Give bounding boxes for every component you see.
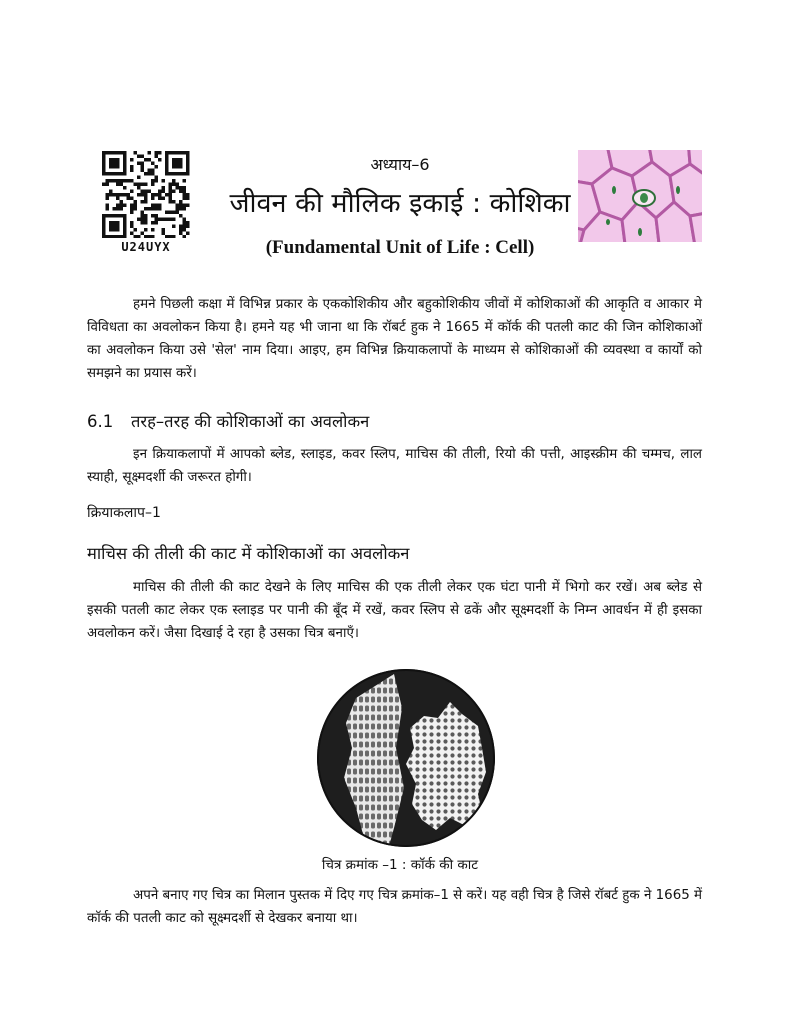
chapter-title: जीवन की मौलिक इकाई : कोशिका [229, 188, 571, 219]
figure-caption: चित्र क्रमांक –1 : कॉर्क की काट [321, 857, 479, 873]
cell-micrograph-image [578, 150, 702, 242]
activity-paragraph: माचिस की तीली की काट देखने के लिए माचिस की एक तीली लेकर एक घंटा पानी में भिगो कर रखें। अब ब्लेड से इसकी पतली काट लेकर एक स्लाइड पर पानी की बूँद में रखें, कवर स्लिप से ढकें और सूक्ष्मदर्शी के निम्न आवर्धन में ही इसका अवलोकन करें। जैसा दिखाई दे रहा है उसका चित्र बनाएँ। [87, 580, 702, 641]
cork-section-figure [316, 668, 496, 848]
section-title: तरह–तरह की कोशिकाओं का अवलोकन [131, 412, 370, 431]
closing-paragraph: अपने बनाए गए चित्र का मिलान पुस्तक में दिए गए चित्र क्रमांक–1 से करें। यह वही चित्र है जिसे रॉबर्ट हुक ने 1665 में कॉर्क की पतली काट को सूक्ष्मदर्शी से देखकर बनाया था। [87, 888, 702, 926]
section-heading [87, 409, 702, 432]
qr-code[interactable] [97, 150, 195, 260]
chapter-label: अध्याय–6 [370, 155, 430, 174]
section-number: 6.1 [87, 412, 114, 431]
intro-paragraph: हमने पिछली कक्षा में विभिन्न प्रकार के एककोशिकीय और बहुकोशिकीय जीवों में कोशिकाओं की आकृति व आकार मे विविधता का अवलोकन किया है। हमने यह भी जाना था कि रॉबर्ट हुक ने 1665 में कॉर्क की पतली काट की जिन कोशिकाओं का अवलोकन किया उसे 'सेल' नाम दिया। आइए, हम विभिन्न क्रियाकलापों के माध्यम से कोशिकाओं की व्यवस्था व कार्यों को समझने का प्रयास करें। [87, 297, 702, 381]
chapter-subtitle: (Fundamental Unit of Life : Cell) [265, 237, 535, 258]
activity-label: क्रियाकलाप–1 [87, 505, 161, 521]
activity-title: माचिस की तीली की काट में कोशिकाओं का अवलोकन [87, 544, 410, 563]
section-paragraph: इन क्रियाकलापों में आपको ब्लेड, स्लाइड, कवर स्लिप, माचिस की तीली, रियो की पत्ती, आइस्क्रीम की चम्मच, लाल स्याही, सूक्ष्मदर्शी की जरूरत होगी। [87, 447, 702, 485]
qr-code-icon [97, 150, 195, 238]
qr-code-label: U24UYX [121, 240, 171, 254]
